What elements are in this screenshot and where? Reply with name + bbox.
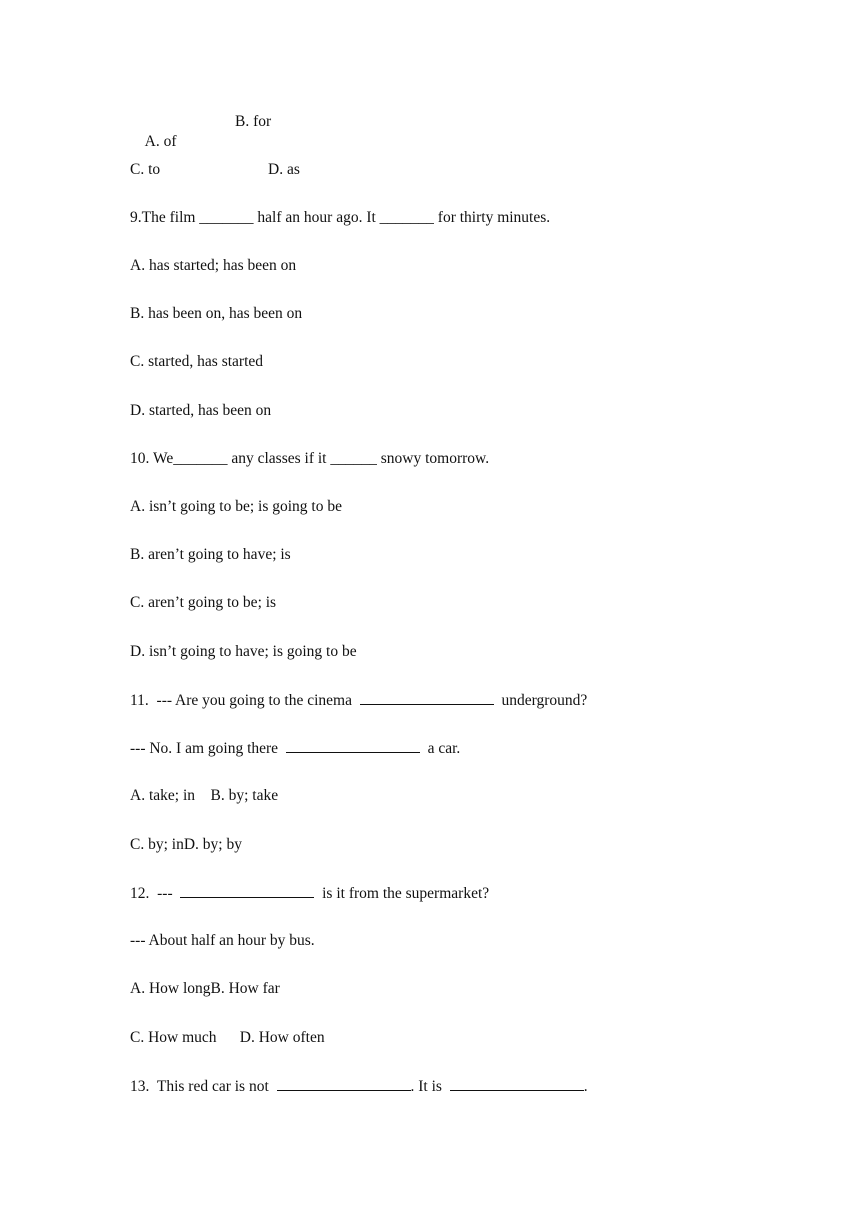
q12-question-start: 12. --- bbox=[130, 885, 181, 902]
q10-option-c: C. aren’t going to be; is bbox=[130, 594, 277, 611]
q10-option-a: A. isn’t going to be; is going to be bbox=[130, 498, 342, 515]
q8-option-c: C. to bbox=[130, 161, 161, 178]
answer-blank bbox=[450, 1076, 584, 1091]
q11-question-start: 11. --- Are you going to the cinema bbox=[130, 692, 360, 709]
q12-options-cd: C. How much D. How often bbox=[130, 1029, 325, 1046]
q8-option-a: A. of bbox=[144, 133, 177, 150]
answer-blank bbox=[286, 738, 420, 753]
q10-option-b: B. aren’t going to have; is bbox=[130, 546, 291, 563]
q13-question-start: 13. This red car is not bbox=[130, 1078, 277, 1095]
q11-options-ab: A. take; in B. by; take bbox=[130, 787, 279, 804]
q12-options-ab: A. How longB. How far bbox=[130, 980, 280, 997]
q13-question bbox=[130, 1076, 588, 1097]
answer-blank bbox=[180, 883, 314, 898]
q11-question bbox=[130, 690, 587, 711]
q12-reply: --- About half an hour by bus. bbox=[130, 932, 315, 949]
q9-option-a: A. has started; has been on bbox=[130, 257, 297, 274]
q12-question-end: is it from the supermarket? bbox=[314, 885, 490, 902]
q8-option-b: B. for bbox=[235, 113, 272, 130]
q9-question: 9.The film _______ half an hour ago. It _______ for thirty minutes. bbox=[130, 209, 551, 226]
q13-question-end: . bbox=[583, 1078, 588, 1095]
q9-option-c: C. started, has started bbox=[130, 353, 264, 370]
q9-option-b: B. has been on, has been on bbox=[130, 305, 303, 322]
q11-question-end: underground? bbox=[493, 692, 588, 709]
q12-question bbox=[130, 883, 489, 904]
answer-blank bbox=[360, 690, 494, 705]
q11-reply bbox=[130, 738, 460, 759]
q10-option-d: D. isn’t going to have; is going to be bbox=[130, 643, 357, 660]
q13-question-middle: . It is bbox=[410, 1078, 450, 1095]
q11-options-cd: C. by; inD. by; by bbox=[130, 836, 242, 853]
q11-reply-end: a car. bbox=[419, 740, 461, 757]
q9-option-d: D. started, has been on bbox=[130, 402, 272, 419]
q8-option-d: D. as bbox=[268, 161, 300, 178]
q11-reply-start: --- No. I am going there bbox=[130, 740, 286, 757]
answer-blank bbox=[277, 1076, 411, 1091]
q10-question: 10. We_______ any classes if it ______ snowy tomorrow. bbox=[130, 450, 490, 467]
